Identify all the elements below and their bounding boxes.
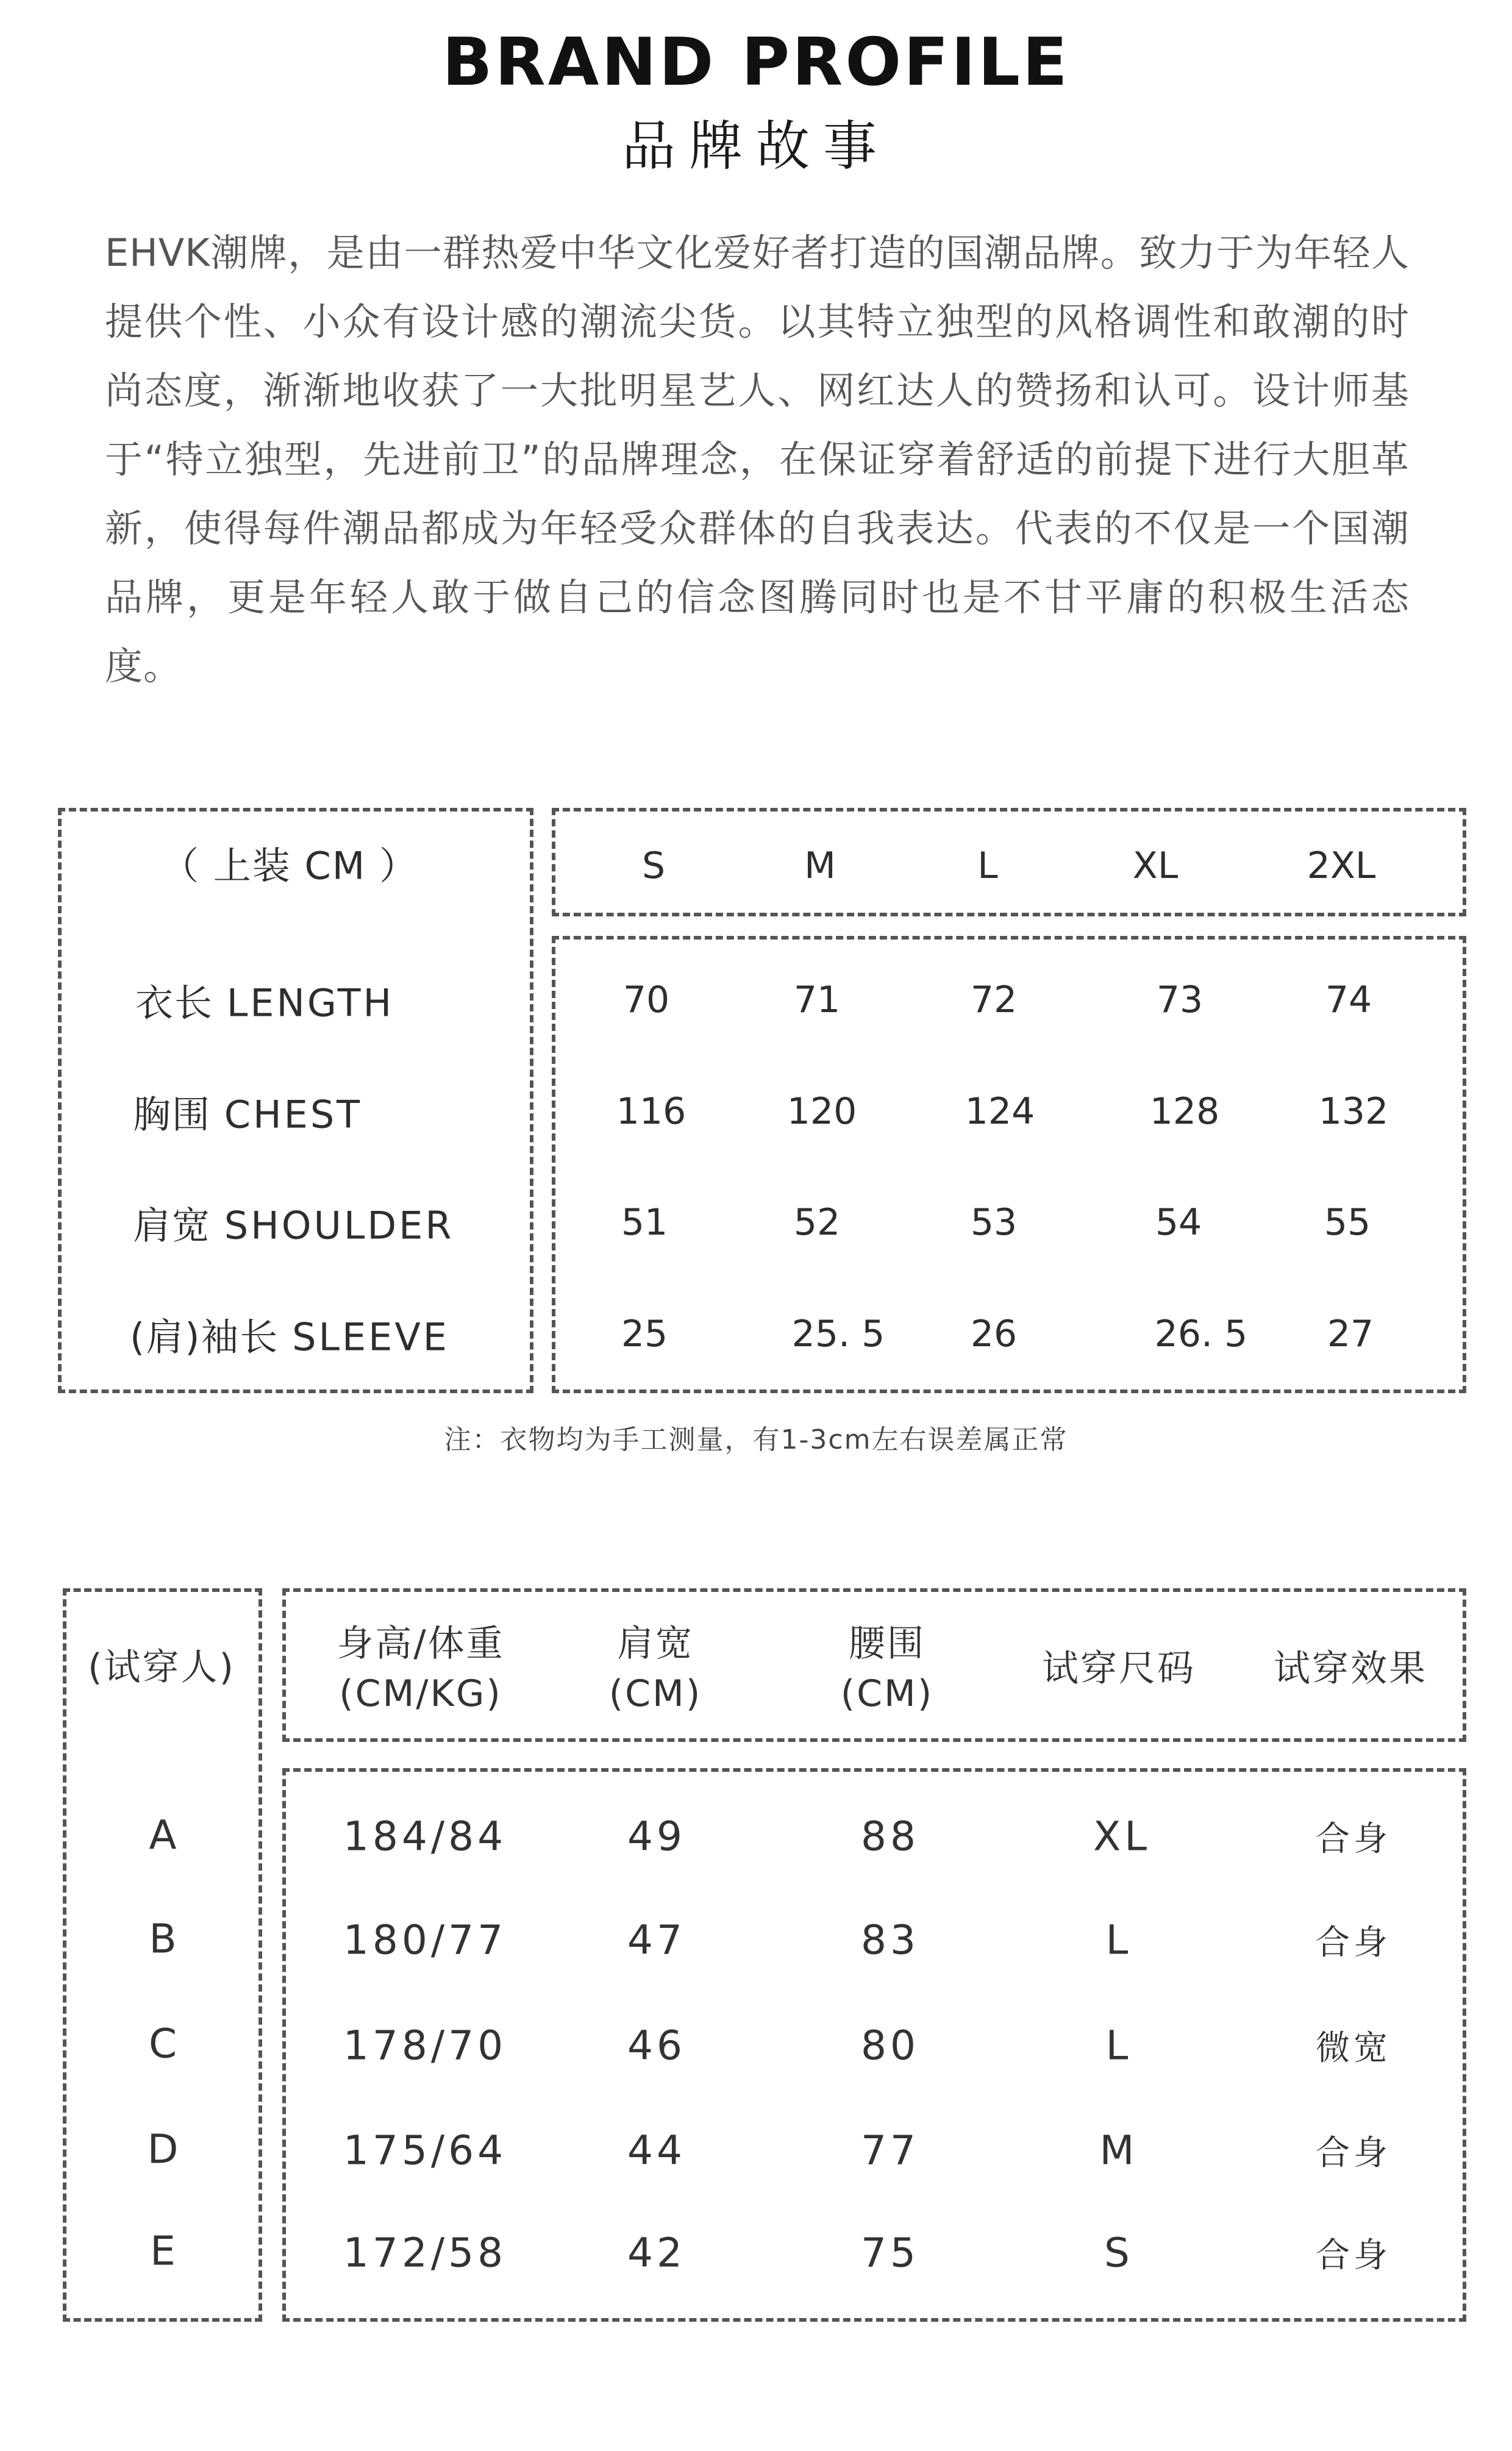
row-label-shoulder: 肩宽 SHOULDER — [133, 1203, 454, 1248]
row-label-sleeve: (肩)袖长 SLEEVE — [130, 1315, 449, 1360]
size-cell: 55 — [1324, 1201, 1371, 1244]
fit-cell-size: L — [1105, 2022, 1132, 2069]
fit-cell-shoulder: 49 — [627, 1813, 686, 1860]
size-header-s: S — [641, 844, 666, 887]
brand-intro-paragraph: EHVK潮牌，是由一群热爱中华文化爱好者打造的国潮品牌。致力于为年轻人提供个性、小众有设计感的潮流尖货。以其特立独型的风格调性和敢潮的时尚态度，渐渐地收获了一大批明星艺人、网红达人的赞扬和认可。设计师基于“特立独型，先进前卫”的品牌理念，在保证穿着舒适的前提下进行大胆革新，使得每件潮品都成为年轻受众群体的自我表达。代表的不仅是一个国潮品牌，更是年轻人敢于做自己的信念图腾同时也是不甘平庸的积极生活态度。 — [105, 230, 1410, 688]
person-label: D — [147, 2125, 182, 2173]
size-cell: 120 — [786, 1090, 857, 1133]
row-label-length: 衣长 LENGTH — [135, 980, 394, 1026]
measurement-note: 注：衣物均为手工测量，有1-3cm左右误差属正常 — [444, 1424, 1068, 1455]
size-cell: 51 — [621, 1201, 668, 1244]
size-header-2xl: 2XL — [1307, 844, 1376, 887]
fit-cell-shoulder: 46 — [627, 2022, 686, 2069]
size-cell: 132 — [1318, 1090, 1389, 1133]
header-shoulder: 肩宽 (CM) — [608, 1622, 702, 1715]
fit-cell-hw: 172/58 — [343, 2229, 507, 2277]
header-try-effect: 试穿效果 — [1274, 1647, 1427, 1690]
fit-cell-hw: 175/64 — [343, 2127, 507, 2174]
size-cell: 71 — [793, 979, 841, 1021]
fit-cell-shoulder: 44 — [627, 2127, 686, 2174]
header-try-size: 试穿尺码 — [1042, 1647, 1196, 1690]
fit-cell-waist: 77 — [861, 2127, 919, 2174]
header-waist: 腰围 (CM) — [840, 1622, 934, 1715]
page-title: BRAND PROFILE — [442, 24, 1070, 101]
size-cell: 74 — [1325, 979, 1372, 1021]
fit-cell-shoulder: 42 — [627, 2229, 686, 2277]
fit-cell-effect: 合身 — [1316, 1923, 1391, 1963]
fit-cell-effect: 合身 — [1316, 1819, 1391, 1859]
size-header-xl: XL — [1132, 844, 1179, 887]
fit-cell-hw: 184/84 — [343, 1813, 507, 1860]
page-subtitle: 品牌故事 — [621, 115, 890, 177]
fit-cell-waist: 75 — [861, 2229, 919, 2277]
person-label: A — [149, 1811, 180, 1859]
person-label: B — [149, 1915, 180, 1963]
size-cell: 26. 5 — [1154, 1313, 1248, 1355]
fit-cell-waist: 83 — [861, 1916, 919, 1964]
fit-cell-effect: 合身 — [1316, 2133, 1391, 2173]
header-height-weight: 身高/体重 (CM/KG) — [337, 1622, 505, 1715]
size-cell: 52 — [793, 1201, 841, 1244]
person-label: E — [150, 2227, 179, 2275]
size-header-l: L — [977, 844, 998, 887]
fit-cell-hw: 180/77 — [343, 1916, 507, 1964]
size-cell: 128 — [1149, 1090, 1220, 1133]
size-cell: 70 — [622, 979, 670, 1021]
size-cell: 26 — [970, 1313, 1018, 1355]
size-cell: 25 — [621, 1313, 668, 1355]
fit-cell-effect: 微宽 — [1316, 2028, 1391, 2068]
size-cell: 124 — [965, 1090, 1035, 1133]
fit-cell-waist: 88 — [861, 1813, 919, 1860]
size-cell: 54 — [1155, 1201, 1202, 1244]
size-cell: 116 — [616, 1090, 686, 1133]
fit-cell-size: S — [1104, 2229, 1133, 2277]
size-cell: 27 — [1327, 1313, 1374, 1355]
fit-cell-size: XL — [1093, 1813, 1150, 1860]
size-cell: 25. 5 — [791, 1313, 885, 1355]
size-cell: 72 — [970, 979, 1018, 1021]
fit-cell-shoulder: 47 — [627, 1916, 686, 1964]
person-column-label: (试穿人) — [88, 1646, 235, 1689]
fit-cell-waist: 80 — [861, 2022, 919, 2069]
fit-cell-size: L — [1105, 1916, 1132, 1964]
size-header-m: M — [804, 844, 836, 887]
person-label: C — [148, 2020, 181, 2067]
size-cell: 73 — [1156, 979, 1204, 1021]
fit-cell-size: M — [1099, 2127, 1138, 2174]
fit-cell-effect: 合身 — [1316, 2236, 1391, 2275]
size-unit-label: （ 上装 CM ） — [161, 843, 418, 888]
size-cell: 53 — [970, 1201, 1018, 1244]
fit-cell-hw: 178/70 — [343, 2022, 507, 2069]
row-label-chest: 胸围 CHEST — [133, 1092, 363, 1137]
